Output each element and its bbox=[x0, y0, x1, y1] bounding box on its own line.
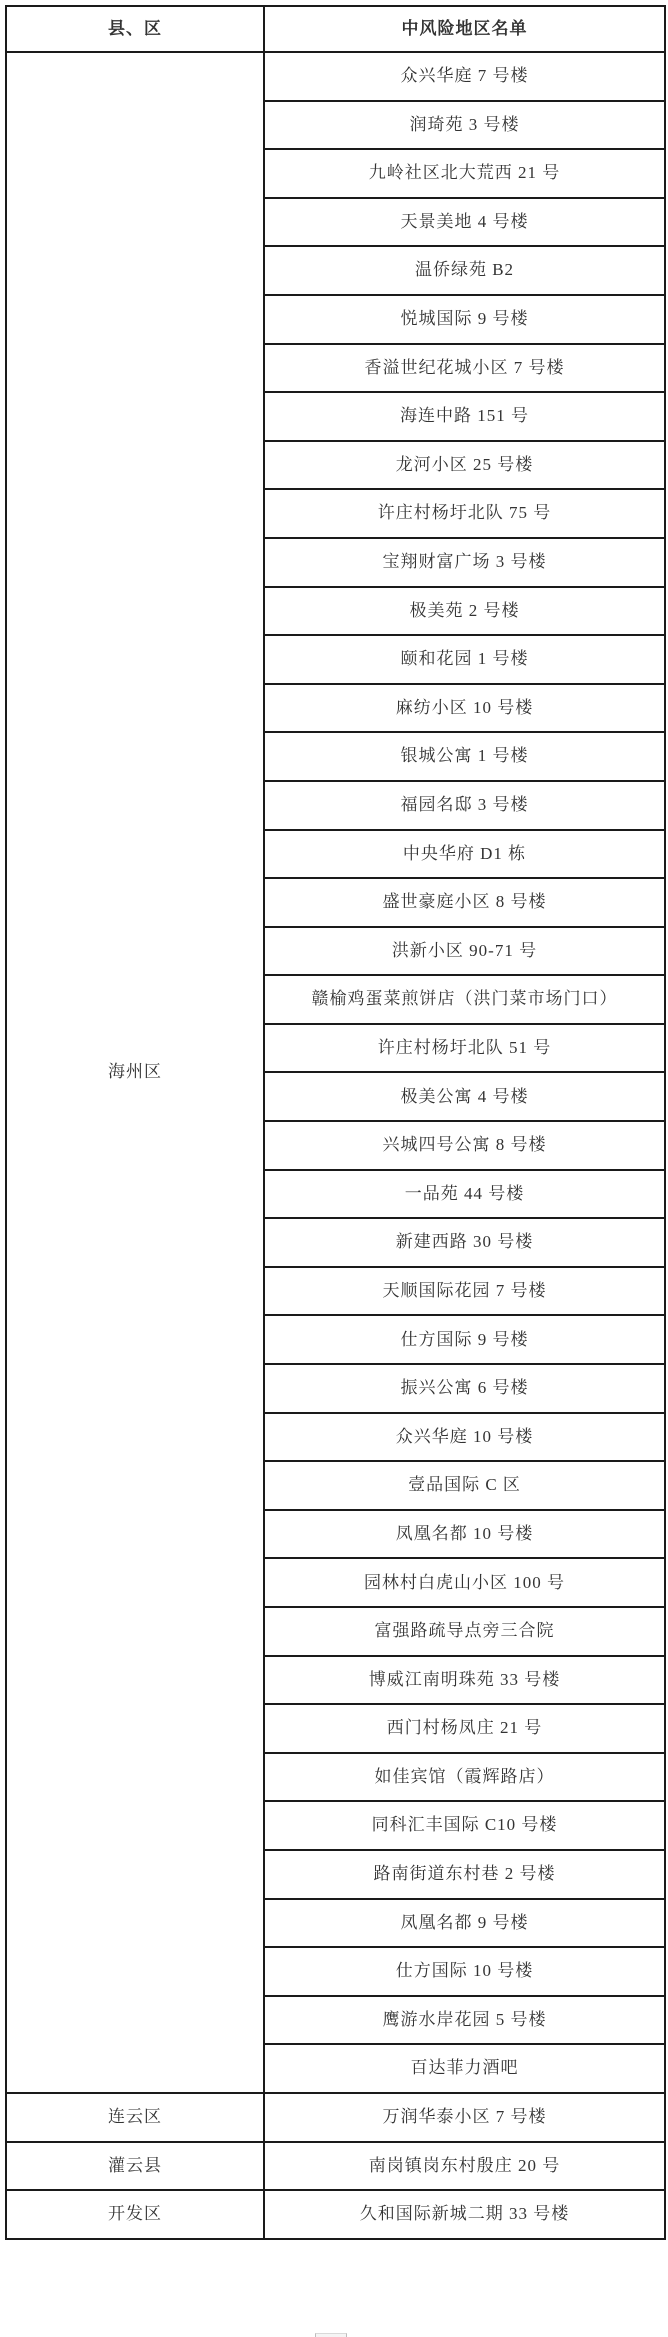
area-cell: 兴城四号公寓 8 号楼 bbox=[264, 1121, 665, 1170]
area-cell: 海连中路 151 号 bbox=[264, 392, 665, 441]
area-cell: 仕方国际 9 号楼 bbox=[264, 1315, 665, 1364]
table-row bbox=[6, 2142, 665, 2191]
area-cell: 盛世豪庭小区 8 号楼 bbox=[264, 878, 665, 927]
area-cell: 九岭社区北大荒西 21 号 bbox=[264, 149, 665, 198]
area-cell: 龙河小区 25 号楼 bbox=[264, 441, 665, 490]
area-cell: 凤凰名都 9 号楼 bbox=[264, 1899, 665, 1948]
area-cell: 百达菲力酒吧 bbox=[264, 2044, 665, 2093]
area-cell: 润琦苑 3 号楼 bbox=[264, 101, 665, 150]
area-cell: 许庄村杨圩北队 75 号 bbox=[264, 489, 665, 538]
area-cell: 如佳宾馆（霞辉路店） bbox=[264, 1753, 665, 1802]
area-cell: 天景美地 4 号楼 bbox=[264, 198, 665, 247]
area-cell: 鹰游水岸花园 5 号楼 bbox=[264, 1996, 665, 2045]
area-cell: 久和国际新城二期 33 号楼 bbox=[264, 2190, 665, 2239]
area-cell: 凤凰名都 10 号楼 bbox=[264, 1510, 665, 1559]
area-cell: 中央华府 D1 栋 bbox=[264, 830, 665, 879]
area-cell: 众兴华庭 7 号楼 bbox=[264, 52, 665, 101]
table-row bbox=[6, 52, 665, 101]
area-cell: 仕方国际 10 号楼 bbox=[264, 1947, 665, 1996]
area-cell: 银城公寓 1 号楼 bbox=[264, 732, 665, 781]
area-cell: 福园名邸 3 号楼 bbox=[264, 781, 665, 830]
area-cell: 天顺国际花园 7 号楼 bbox=[264, 1267, 665, 1316]
bottom-edge-fragment bbox=[315, 2333, 347, 2337]
district-cell: 连云区 bbox=[6, 2093, 264, 2142]
area-cell: 极美公寓 4 号楼 bbox=[264, 1072, 665, 1121]
area-cell: 路南街道东村巷 2 号楼 bbox=[264, 1850, 665, 1899]
header-row bbox=[6, 6, 665, 52]
area-cell: 众兴华庭 10 号楼 bbox=[264, 1413, 665, 1462]
area-cell: 极美苑 2 号楼 bbox=[264, 587, 665, 636]
district-column-header: 县、区 bbox=[6, 6, 264, 52]
area-cell: 万润华泰小区 7 号楼 bbox=[264, 2093, 665, 2142]
district-cell: 海州区 bbox=[6, 52, 264, 2093]
area-cell: 赣榆鸡蛋菜煎饼店（洪门菜市场门口） bbox=[264, 975, 665, 1024]
area-cell: 麻纺小区 10 号楼 bbox=[264, 684, 665, 733]
district-cell: 开发区 bbox=[6, 2190, 264, 2239]
table-row bbox=[6, 2093, 665, 2142]
area-cell: 许庄村杨圩北队 51 号 bbox=[264, 1024, 665, 1073]
area-cell: 博威江南明珠苑 33 号楼 bbox=[264, 1656, 665, 1705]
area-list-column-header: 中风险地区名单 bbox=[264, 6, 665, 52]
area-cell: 一品苑 44 号楼 bbox=[264, 1170, 665, 1219]
area-cell: 同科汇丰国际 C10 号楼 bbox=[264, 1801, 665, 1850]
area-cell: 富强路疏导点旁三合院 bbox=[264, 1607, 665, 1656]
table-row bbox=[6, 2190, 665, 2239]
area-cell: 振兴公寓 6 号楼 bbox=[264, 1364, 665, 1413]
risk-area-table bbox=[5, 5, 666, 2240]
area-cell: 香溢世纪花城小区 7 号楼 bbox=[264, 344, 665, 393]
area-cell: 新建西路 30 号楼 bbox=[264, 1218, 665, 1267]
area-cell: 西门村杨凤庄 21 号 bbox=[264, 1704, 665, 1753]
area-cell: 宝翔财富广场 3 号楼 bbox=[264, 538, 665, 587]
area-cell: 颐和花园 1 号楼 bbox=[264, 635, 665, 684]
area-cell: 悦城国际 9 号楼 bbox=[264, 295, 665, 344]
area-cell: 壹品国际 C 区 bbox=[264, 1461, 665, 1510]
area-cell: 园林村白虎山小区 100 号 bbox=[264, 1558, 665, 1607]
area-cell: 南岗镇岗东村殷庄 20 号 bbox=[264, 2142, 665, 2191]
area-cell: 温侨绿苑 B2 bbox=[264, 246, 665, 295]
area-cell: 洪新小区 90-71 号 bbox=[264, 927, 665, 976]
district-cell: 灌云县 bbox=[6, 2142, 264, 2191]
